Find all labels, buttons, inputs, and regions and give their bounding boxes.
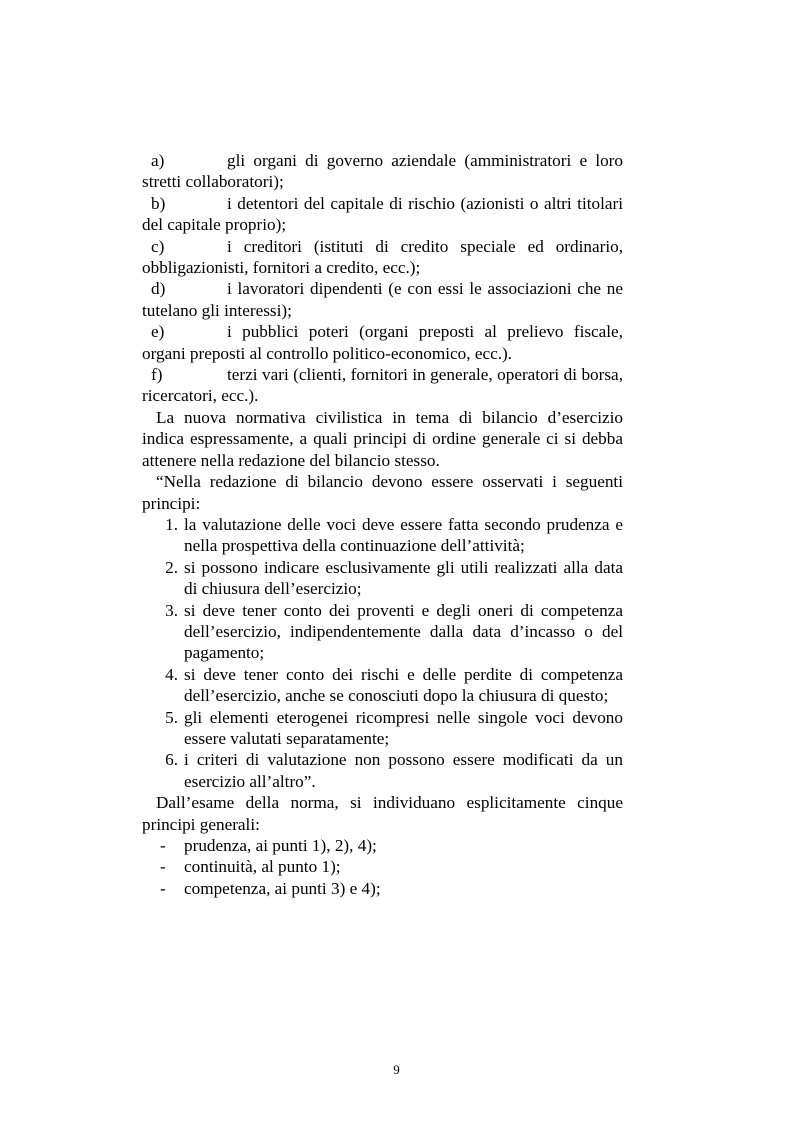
dash-marker: - (160, 878, 166, 898)
dash-marker: - (160, 836, 166, 855)
page-number: 9 (393, 1062, 400, 1077)
stakeholder-list (142, 150, 623, 407)
principle-item-6 (142, 749, 623, 792)
stakeholder-item-e (142, 321, 623, 364)
principles-list (142, 514, 623, 792)
item-text: gli organi di governo aziendale (amministratori e loro stretti collaboratori); (142, 151, 623, 192)
item-marker: e) (151, 322, 165, 342)
paragraph-quote-intro: “Nella redazione di bilancio devono essere osservati i seguenti principi: (142, 472, 623, 513)
item-marker: d) (151, 279, 166, 299)
item-text: i detentori del capitale di rischio (azionisti o altri titolari del capitale proprio); (142, 193, 623, 235)
stakeholder-item-a (142, 150, 623, 193)
item-marker: c) (151, 236, 165, 256)
stakeholder-item-f (142, 364, 623, 407)
stakeholder-item-d (142, 278, 623, 321)
item-marker: b) (151, 193, 166, 213)
principle-item-4 (142, 664, 623, 707)
item-number: 4. (165, 664, 178, 684)
item-text: continuità, al punto 1); (184, 857, 341, 877)
general-principle-item-competenza (142, 878, 623, 899)
item-text: i pubblici poteri (organi preposti al prelievo fiscale, organi preposti al controllo politico-economico, ecc.). (142, 322, 623, 363)
principle-item-1 (142, 514, 623, 557)
item-text: competenza, ai punti 3) e 4); (184, 878, 381, 898)
page-body (142, 150, 623, 899)
item-text: i lavoratori dipendenti (e con essi le associazioni che ne tutelano gli interessi); (142, 279, 623, 320)
paragraph-normativa: La nuova normativa civilistica in tema di bilancio d’esercizio indica espressamente, a quali principi di ordine generale ci si debba attenere nella redazione del bilancio stesso. (142, 407, 623, 470)
item-text: si possono indicare esclusivamente gli utili realizzati alla data di chiusura dell’esercizio; (184, 557, 623, 599)
item-text: gli elementi eterogenei ricompresi nelle singole voci devono essere valutati separatamente; (184, 707, 623, 748)
item-number: 6. (165, 750, 178, 770)
principle-item-3 (142, 600, 623, 664)
item-text: si deve tener conto dei rischi e delle perdite di competenza dell’esercizio, anche se conosciuti dopo la chiusura di questo; (184, 664, 623, 706)
item-number: 3. (165, 600, 178, 620)
item-text: la valutazione delle voci deve essere fatta secondo prudenza e nella prospettiva della continuazione dell’attività; (184, 514, 623, 556)
paragraph-esame: Dall’esame della norma, si individuano esplicitamente cinque principi generali: (142, 793, 623, 834)
dash-marker: - (160, 857, 166, 877)
stakeholder-item-b (142, 193, 623, 236)
item-number: 1. (165, 514, 178, 534)
item-marker: f) (151, 365, 163, 385)
item-text: prudenza, ai punti 1), 2), 4); (184, 836, 377, 855)
item-text: i creditori (istituti di credito speciale ed ordinario, obbligazionisti, fornitori a credito, ecc.); (142, 236, 623, 278)
item-text: terzi vari (clienti, fornitori in generale, operatori di borsa, ricercatori, ecc.). (142, 365, 623, 406)
principle-item-2 (142, 557, 623, 600)
item-number: 5. (165, 707, 178, 727)
general-principle-item-prudenza (142, 835, 623, 856)
general-principle-item-continuita (142, 856, 623, 877)
item-text: si deve tener conto dei proventi e degli oneri di competenza dell’esercizio, indipendentemente dalla data d’incasso o del pagamento; (184, 600, 623, 663)
principle-item-5 (142, 707, 623, 750)
stakeholder-item-c (142, 236, 623, 279)
item-marker: a) (151, 151, 165, 170)
general-principles-list (142, 835, 623, 899)
item-number: 2. (165, 557, 178, 577)
item-text: i criteri di valutazione non possono essere modificati da un esercizio all’altro”. (184, 750, 623, 791)
